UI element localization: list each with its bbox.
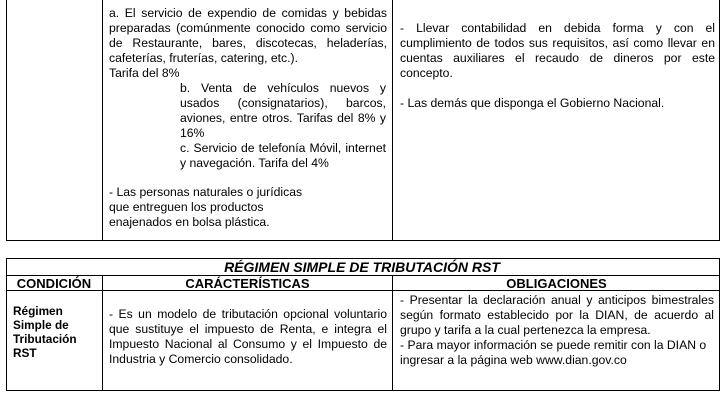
obligation-declaration: - Presentar la declaración anual y anticipos bimestrales según formato establecido por la DIAN, de acuerdo al grupo y tarifa a la cual pertenezca la empresa. bbox=[400, 293, 714, 337]
item-a-rate: Tarifa del 8% bbox=[109, 66, 180, 80]
item-b-text: b. Venta de vehículos nuevos y usados (consignatarios), barcos, aviones, entre otros. Tarifas del 8% y 16% bbox=[180, 81, 386, 140]
item-c-text: c. Servicio de telefonía Móvil, internet y navegación. Tarifa del 4% bbox=[180, 141, 386, 170]
rst-divider-1 bbox=[102, 275, 103, 391]
upper-table-divider-2 bbox=[392, 0, 393, 241]
rst-table-title: RÉGIMEN SIMPLE DE TRIBUTACIÓN RST bbox=[224, 259, 500, 275]
obligation-dian-info: - Para mayor información se puede remitir con la DIAN o ingresar a la página web www.dian.gov.co bbox=[400, 338, 707, 367]
upper-col2-cell bbox=[109, 6, 387, 230]
government-obligation: - Las demás que disponga el Gobierno Nacional. bbox=[400, 96, 665, 110]
plastic-bag-text: - Las personas naturales o jurídicas que entreguen los productos enajenados en bolsa plástica. bbox=[109, 185, 303, 229]
accounting-obligation: - Llevar contabilidad en debida forma y con el cumplimiento de todos sus requisitos, así como llevar en cuentas auxiliares el recaudo de dineros por este concepto. bbox=[400, 21, 715, 80]
header-characteristics: CARÁCTERÍSTICAS bbox=[185, 276, 310, 291]
upper-table-divider-1 bbox=[102, 0, 103, 241]
condition-cell: Régimen Simple de Tributación RST bbox=[13, 304, 77, 360]
rst-divider-2 bbox=[392, 275, 393, 391]
obligations-cell bbox=[400, 293, 714, 368]
header-condition: CONDICIÓN bbox=[16, 276, 92, 291]
header-obligations: OBLIGACIONES bbox=[506, 276, 607, 291]
item-a-text: a. El servicio de expendio de comidas y bebidas preparadas (comúnmente conocido como servicio de Restaurante, bares, discotecas, heladerías, cafeterías, fruterías, catering, etc.). bbox=[109, 6, 387, 65]
characteristics-cell: - Es un modelo de tributación opcional voluntario que sustituye el impuesto de Renta, e integra el Impuesto Nacional al Consumo y el Impuesto de Industria y Comercio consolidado. bbox=[109, 307, 387, 366]
upper-col3-cell bbox=[400, 21, 715, 111]
